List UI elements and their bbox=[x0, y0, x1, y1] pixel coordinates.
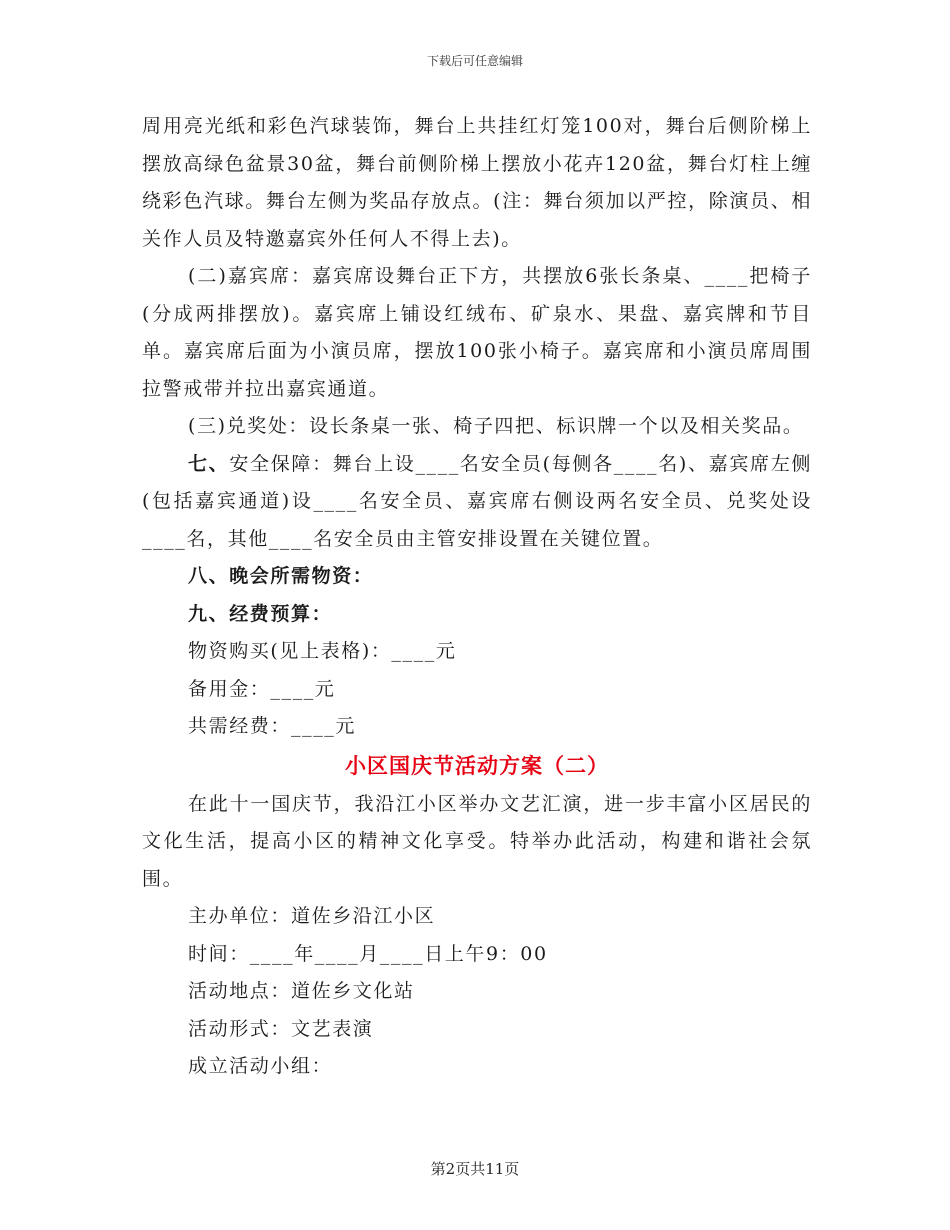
page-header: 下载后可任意编辑 bbox=[426, 54, 523, 68]
paragraph-stage-decoration: 周用亮光纸和彩色汽球装饰，舞台上共挂红灯笼100对，舞台后侧阶梯上摆放高绿色盆景30盆，舞台前侧阶梯上摆放小花卉120盆，舞台灯柱上缠绕彩色汽球。舞台左侧为奖品存放点。(注：舞台须加以严控，除演员、相关作人员及特邀嘉宾外任何人不得上去)。 bbox=[142, 115, 812, 250]
paragraph-intro: 在此十一国庆节，我沿江小区举办文艺汇演，进一步丰富小区居民的文化生活，提高小区的精神文化享受。特举办此活动，构建和谐社会氛围。 bbox=[142, 792, 812, 890]
security-text: 安全保障：舞台上设____名安全员(每侧各____名)、嘉宾席左侧(包括嘉宾通道)设____名安全员、嘉宾席右侧设两名安全员、兑奖处设____名，其他____名安全员由主管安排设置在关键位置。 bbox=[142, 452, 812, 550]
document-body bbox=[142, 108, 812, 1086]
format-line: 活动形式：文艺表演 bbox=[188, 1017, 374, 1040]
time-line: 时间：____年____月____日上午9：00 bbox=[188, 942, 548, 965]
venue-line: 活动地点：道佐乡文化站 bbox=[188, 980, 415, 1002]
paragraph-guest-seating: (二)嘉宾席：嘉宾席设舞台正下方，共摆放6张长条桌、____把椅子(分成两排摆放)。嘉宾席上铺设红绒布、矿泉水、果盘、嘉宾牌和节目单。嘉宾席后面为小演员席，摆放100张小椅子。嘉宾席和小演员席周围拉警戒带并拉出嘉宾通道。 bbox=[142, 265, 812, 400]
team-line: 成立活动小组： bbox=[188, 1055, 333, 1077]
page-footer: 第2页共11页 bbox=[430, 1160, 520, 1178]
budget-reserve: 备用金：____元 bbox=[188, 677, 336, 700]
budget-purchase: 物资购买(见上表格)：____元 bbox=[188, 640, 457, 662]
section-seven-label: 七、 bbox=[188, 452, 230, 475]
paragraph-prize-desk: (三)兑奖处：设长条桌一张、椅子四把、标识牌一个以及相关奖品。 bbox=[188, 415, 804, 437]
budget-total: 共需经费：____元 bbox=[188, 715, 357, 737]
section-title-plan-two: 小区国庆节活动方案（二） bbox=[345, 753, 609, 778]
paragraph-security bbox=[142, 446, 812, 559]
heading-materials: 八、晚会所需物资： bbox=[188, 565, 374, 587]
organizer-line: 主办单位：道佐乡沿江小区 bbox=[188, 905, 436, 927]
heading-budget: 九、经费预算： bbox=[188, 602, 333, 625]
